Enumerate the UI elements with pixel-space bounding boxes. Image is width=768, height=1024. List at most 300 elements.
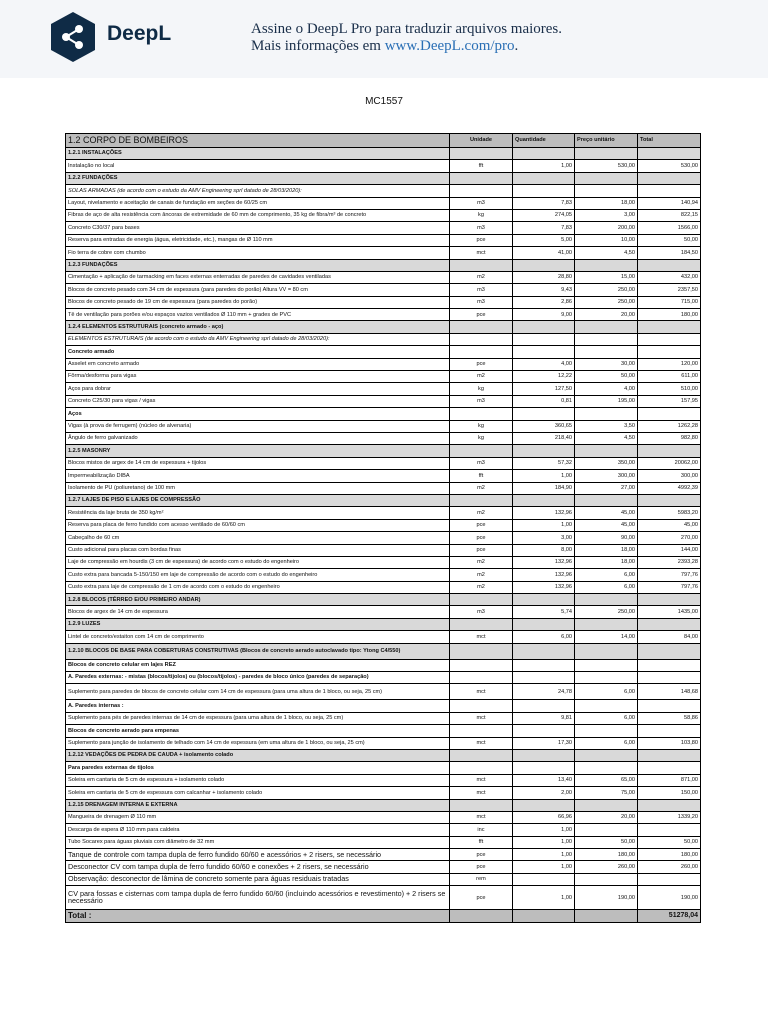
cell-unit: kg <box>450 420 513 432</box>
cell-unit <box>450 259 513 271</box>
cell-description: Blocos de concreto celular em lajes REZ <box>66 659 450 671</box>
cell-quantity: 2,86 <box>513 296 575 308</box>
table-row <box>66 659 701 671</box>
cell-quantity: 1,00 <box>513 836 575 848</box>
total-label: Total : <box>66 910 450 923</box>
cell-unit <box>450 321 513 333</box>
table-row <box>66 643 701 659</box>
cell-unit-price: 50,00 <box>575 836 638 848</box>
cell-unit: mct <box>450 737 513 749</box>
cell-description: ELEMENTOS ESTRUTURAIS (de acordo com o estudo da AMV Engineering sprl datado de 28/03/2020): <box>66 333 450 345</box>
cell-quantity <box>513 148 575 160</box>
promo-line-2: Mais informações em www.DeepL.com/pro. <box>251 38 519 54</box>
cell-description: 1.2.10 BLOCOS DE BASE PARA COBERTURAS CONSTRUTIVAS (Blocos de concreto aerado autoclavado tipo: Ytong C4/550) <box>66 643 450 659</box>
table-row <box>66 395 701 407</box>
cell-unit-price: 3,50 <box>575 420 638 432</box>
table-row <box>66 259 701 271</box>
cell-quantity: 57,32 <box>513 457 575 469</box>
cell-total: 982,80 <box>638 432 701 444</box>
table-row <box>66 544 701 556</box>
table-row <box>66 712 701 724</box>
cell-quantity: 9,00 <box>513 309 575 321</box>
cell-unit-price: 200,00 <box>575 222 638 234</box>
cell-unit-price <box>575 259 638 271</box>
cell-total <box>638 172 701 184</box>
cell-description: Tubo Socarex para águas pluviais com diâmetro de 32 mm <box>66 836 450 848</box>
cell-unit: inc <box>450 824 513 836</box>
cell-unit-price: 75,00 <box>575 787 638 799</box>
table-row <box>66 247 701 259</box>
cell-unit-price <box>575 408 638 420</box>
cell-quantity <box>513 618 575 630</box>
cell-description: Asselet em concreto armado <box>66 358 450 370</box>
cell-unit-price: 18,00 <box>575 544 638 556</box>
cell-unit: pce <box>450 358 513 370</box>
cell-unit <box>450 725 513 737</box>
table-row <box>66 333 701 345</box>
cell-description: SOLAS ARMADAS (de acordo com o estudo da AMV Engineering sprl datado de 28/03/2020): <box>66 185 450 197</box>
cell-unit <box>450 148 513 160</box>
cell-unit-price <box>575 799 638 811</box>
cell-quantity: 132,96 <box>513 507 575 519</box>
cell-quantity: 132,96 <box>513 556 575 568</box>
cell-quantity: 1,00 <box>513 824 575 836</box>
cell-total <box>638 824 701 836</box>
cell-quantity <box>513 749 575 761</box>
cell-total: 184,50 <box>638 247 701 259</box>
table-row <box>66 296 701 308</box>
cell-description: Cimentação + aplicação de tarmacking em faces externas enterradas de paredes de cavidades ventiladas <box>66 271 450 283</box>
table-row <box>66 774 701 786</box>
cell-description: Blocos de concreto pesado de 19 cm de espessura (para paredes do porão) <box>66 296 450 308</box>
cell-total: 84,00 <box>638 631 701 643</box>
cell-description: Descarga de espera Ø 110 mm para caldeira <box>66 824 450 836</box>
table-row <box>66 445 701 457</box>
table-row <box>66 371 701 383</box>
deepl-banner <box>0 0 768 78</box>
cell-quantity <box>513 659 575 671</box>
cell-total: 50,00 <box>638 836 701 848</box>
cell-total: 822,15 <box>638 209 701 221</box>
table-row <box>66 408 701 420</box>
cell-quantity: 184,90 <box>513 482 575 494</box>
cell-total: 4992,39 <box>638 482 701 494</box>
cell-unit <box>450 618 513 630</box>
cell-unit-price: 45,00 <box>575 507 638 519</box>
cell-quantity: 218,40 <box>513 432 575 444</box>
cell-total: 1435,00 <box>638 606 701 618</box>
cell-unit-price <box>575 618 638 630</box>
cell-quantity <box>513 494 575 506</box>
cell-description: 1.2.15 DRENAGEM INTERNA E EXTERNA <box>66 799 450 811</box>
table-row <box>66 358 701 370</box>
cell-description: Aços para dobrar <box>66 383 450 395</box>
cell-total: 2393,28 <box>638 556 701 568</box>
cell-description: Tê de ventilação para porões e/ou espaços vazios ventilados Ø 110 mm + grades de PVC <box>66 309 450 321</box>
cell-unit: pce <box>450 886 513 910</box>
cell-unit: m3 <box>450 197 513 209</box>
cell-description: Soleira em cantaria de 5 cm de espessura com calcanhar + isolamento colado <box>66 787 450 799</box>
cell-quantity <box>513 408 575 420</box>
cell-quantity <box>513 185 575 197</box>
cell-total <box>638 659 701 671</box>
cell-unit-price <box>575 749 638 761</box>
cell-total <box>638 725 701 737</box>
cell-unit: m3 <box>450 296 513 308</box>
cell-description: Laje de compressão em hourdis (3 cm de espessura) de acordo com o estudo do engenheiro <box>66 556 450 568</box>
cell-total <box>638 408 701 420</box>
cell-total: 611,00 <box>638 371 701 383</box>
table-row <box>66 519 701 531</box>
cell-total <box>638 346 701 358</box>
cell-quantity: 41,00 <box>513 247 575 259</box>
deepl-pro-link[interactable]: www.DeepL.com/pro <box>384 38 515 54</box>
cell-description: Suplemento para paredes de blocos de concreto celular com 14 cm de espessura (para uma altura de 1 bloco, ou seja, 25 cm) <box>66 684 450 700</box>
cell-unit-price: 27,00 <box>575 482 638 494</box>
cell-unit-price <box>575 185 638 197</box>
cell-quantity: 1,00 <box>513 861 575 873</box>
cell-unit <box>450 172 513 184</box>
cell-quantity <box>513 594 575 606</box>
table-title-row <box>66 134 701 148</box>
table-row <box>66 284 701 296</box>
cell-unit-price <box>575 346 638 358</box>
cell-quantity: 127,50 <box>513 383 575 395</box>
document-id: MC1557 <box>365 96 403 107</box>
deepl-brand-name: DeepL <box>107 22 172 45</box>
cell-quantity: 132,96 <box>513 581 575 593</box>
table-row <box>66 836 701 848</box>
cell-unit <box>450 445 513 457</box>
cell-description: CV para fossas e cisternas com tampa dupla de ferro fundido 60/60 (incluindo acessórios e revestimento) + 2 risers se necessário <box>66 886 450 910</box>
cell-unit-price: 4,50 <box>575 432 638 444</box>
cell-unit: mct <box>450 811 513 823</box>
cell-unit-price <box>575 725 638 737</box>
cell-unit <box>450 643 513 659</box>
cell-unit-price: 6,00 <box>575 569 638 581</box>
cell-quantity: 9,81 <box>513 712 575 724</box>
table-row <box>66 321 701 333</box>
cell-unit-price <box>575 873 638 885</box>
cell-unit: kg <box>450 432 513 444</box>
cell-unit-price <box>575 172 638 184</box>
table-row <box>66 569 701 581</box>
cell-total <box>638 799 701 811</box>
cell-description: 1.2.7 LAJES DE PISO E LAJES DE COMPRESSÃO <box>66 494 450 506</box>
table-row <box>66 725 701 737</box>
cell-description: Para paredes externas de tijolos <box>66 762 450 774</box>
cell-unit: m3 <box>450 606 513 618</box>
cell-quantity <box>513 259 575 271</box>
cell-unit-price <box>575 321 638 333</box>
cell-unit: pce <box>450 544 513 556</box>
table-row <box>66 684 701 700</box>
cell-description: Blocos mistos de argex de 14 cm de espessura + tijolos <box>66 457 450 469</box>
table-row <box>66 873 701 885</box>
cell-description: Custo extra para laje de compressão de 1 cm de acordo com o estudo do engenheiro <box>66 581 450 593</box>
cell-description: 1.2.2 FUNDAÇÕES <box>66 172 450 184</box>
header-total: Total <box>638 134 701 148</box>
cell-total <box>638 594 701 606</box>
cell-description: Fibras de aço de alta resistência com âncoras de extremidade de 60 mm de comprimento, 35 kg de fibra/m³ de concreto <box>66 209 450 221</box>
cell-description: Fôrma/desforma para vigas <box>66 371 450 383</box>
cell-unit-price: 14,00 <box>575 631 638 643</box>
cell-description: Reserva para entradas de energia (água, eletricidade, etc.), mangas de Ø 110 mm <box>66 234 450 246</box>
cell-description: 1.2.8 BLOCOS (TÉRREO E/OU PRIMEIRO ANDAR) <box>66 594 450 606</box>
cell-total: 715,00 <box>638 296 701 308</box>
cell-unit: m3 <box>450 222 513 234</box>
cell-unit: kg <box>450 209 513 221</box>
cell-total: 1566,00 <box>638 222 701 234</box>
cell-total <box>638 333 701 345</box>
table-row <box>66 185 701 197</box>
cell-unit: m3 <box>450 457 513 469</box>
cell-unit-price <box>575 445 638 457</box>
cell-unit: mct <box>450 774 513 786</box>
cell-unit: m2 <box>450 482 513 494</box>
cell-total: 180,00 <box>638 849 701 861</box>
promo-line-1: Assine o DeepL Pro para traduzir arquivos maiores. <box>251 21 563 37</box>
cell-unit: mct <box>450 631 513 643</box>
cell-total: 871,00 <box>638 774 701 786</box>
cell-unit: m2 <box>450 569 513 581</box>
cell-description: Vigas (à prova de ferrugem) (núcleo de alvenaria) <box>66 420 450 432</box>
cell-unit: m3 <box>450 395 513 407</box>
cell-quantity: 2,00 <box>513 787 575 799</box>
cell-total <box>638 148 701 160</box>
cell-description: 1.2.4 ELEMENTOS ESTRUTURAIS (concreto armado - aço) <box>66 321 450 333</box>
cell-total <box>638 321 701 333</box>
cell-description: Isolamento de PU (poliuretano) de 100 mm <box>66 482 450 494</box>
cell-unit-price: 260,00 <box>575 861 638 873</box>
cell-unit <box>450 185 513 197</box>
cell-total <box>638 185 701 197</box>
header-quantidade: Quantidade <box>513 134 575 148</box>
cell-unit-price: 250,00 <box>575 296 638 308</box>
cell-quantity: 132,96 <box>513 569 575 581</box>
cell-total: 5983,20 <box>638 507 701 519</box>
cell-unit: m2 <box>450 507 513 519</box>
cell-total: 103,80 <box>638 737 701 749</box>
cell-unit-price: 30,00 <box>575 358 638 370</box>
cell-unit: pce <box>450 519 513 531</box>
cell-total: 2357,50 <box>638 284 701 296</box>
cell-unit: m2 <box>450 271 513 283</box>
cell-unit-price: 190,00 <box>575 886 638 910</box>
cell-quantity <box>513 762 575 774</box>
cell-unit: m2 <box>450 371 513 383</box>
table-row <box>66 346 701 358</box>
cell-unit-price: 18,00 <box>575 197 638 209</box>
cell-total: 1262,28 <box>638 420 701 432</box>
cell-unit-price <box>575 700 638 712</box>
cell-description: Custo adicional para placas com bordas finas <box>66 544 450 556</box>
cell-total <box>638 672 701 684</box>
cell-total <box>638 873 701 885</box>
cell-quantity: 5,74 <box>513 606 575 618</box>
table-row <box>66 749 701 761</box>
cell-description: 1.2.1 INSTALAÇÕES <box>66 148 450 160</box>
table-row <box>66 420 701 432</box>
cell-unit-price: 300,00 <box>575 470 638 482</box>
total-value: 51278,04 <box>638 910 701 923</box>
cell-quantity: 8,00 <box>513 544 575 556</box>
cell-unit-price: 20,00 <box>575 811 638 823</box>
cell-description: Concreto C25/30 para vigas / vigas <box>66 395 450 407</box>
table-row <box>66 824 701 836</box>
cell-description: Mangueira de drenagem Ø 110 mm <box>66 811 450 823</box>
cell-unit-price: 6,00 <box>575 581 638 593</box>
cell-unit-price: 180,00 <box>575 849 638 861</box>
table-row <box>66 197 701 209</box>
cell-unit-price <box>575 333 638 345</box>
cell-description: Layout, nivelamento e aceitação de canais de fundação em seções de 60/25 cm <box>66 197 450 209</box>
cell-total: 50,00 <box>638 234 701 246</box>
budget-table-container <box>65 133 700 923</box>
cell-description: Blocos de concreto aerado para empenas <box>66 725 450 737</box>
table-row <box>66 209 701 221</box>
cell-total <box>638 700 701 712</box>
cell-description: Tanque de controle com tampa dupla de ferro fundido 60/60 e acessórios + 2 risers, se necessário <box>66 849 450 861</box>
table-row <box>66 762 701 774</box>
cell-total: 432,00 <box>638 271 701 283</box>
cell-description: Lintel de concreto/estaiton com 14 cm de comprimento <box>66 631 450 643</box>
cell-unit-price <box>575 148 638 160</box>
table-row <box>66 148 701 160</box>
deepl-logo-icon[interactable] <box>48 10 98 64</box>
table-title: 1.2 CORPO DE BOMBEIROS <box>66 134 450 148</box>
cell-quantity: 6,00 <box>513 631 575 643</box>
cell-quantity: 274,05 <box>513 209 575 221</box>
cell-unit: pce <box>450 532 513 544</box>
cell-unit: mct <box>450 712 513 724</box>
cell-quantity <box>513 799 575 811</box>
cell-total: 144,00 <box>638 544 701 556</box>
table-row <box>66 606 701 618</box>
cell-unit <box>450 408 513 420</box>
cell-quantity <box>513 672 575 684</box>
cell-description: Blocos de concreto pesado com 34 cm de espessura (para paredes do porão) Altura VV = 80 cm <box>66 284 450 296</box>
cell-total: 797,76 <box>638 581 701 593</box>
cell-quantity: 9,43 <box>513 284 575 296</box>
cell-quantity <box>513 346 575 358</box>
table-row <box>66 618 701 630</box>
table-row <box>66 383 701 395</box>
cell-total: 1339,20 <box>638 811 701 823</box>
cell-description: Suplemento para pés de paredes internas de 14 cm de espessura (para uma altura de 1 bloco, ou seja, 25 cm) <box>66 712 450 724</box>
cell-unit: pce <box>450 309 513 321</box>
cell-description: 1.2.12 VEDAÇÕES DE PEDRA DE CAUDA + isolamento colado <box>66 749 450 761</box>
cell-unit <box>450 762 513 774</box>
table-row <box>66 494 701 506</box>
cell-unit <box>450 700 513 712</box>
table-row <box>66 886 701 910</box>
cell-unit-price: 10,00 <box>575 234 638 246</box>
cell-total <box>638 762 701 774</box>
cell-quantity: 1,00 <box>513 470 575 482</box>
cell-unit-price: 6,00 <box>575 684 638 700</box>
cell-total: 300,00 <box>638 470 701 482</box>
cell-unit-price <box>575 824 638 836</box>
cell-description: 1.2.3 FUNDAÇÕES <box>66 259 450 271</box>
cell-unit-price <box>575 672 638 684</box>
cell-unit-price: 90,00 <box>575 532 638 544</box>
cell-total <box>638 445 701 457</box>
cell-total: 150,00 <box>638 787 701 799</box>
cell-quantity: 1,00 <box>513 849 575 861</box>
cell-quantity <box>513 172 575 184</box>
table-row <box>66 470 701 482</box>
table-row <box>66 594 701 606</box>
cell-unit-price: 45,00 <box>575 519 638 531</box>
cell-total: 260,00 <box>638 861 701 873</box>
cell-description: Impermeabilização DIBA <box>66 470 450 482</box>
cell-quantity <box>513 725 575 737</box>
cell-total: 180,00 <box>638 309 701 321</box>
cell-description: Cabeçalho de 60 cm <box>66 532 450 544</box>
cell-quantity <box>513 445 575 457</box>
table-row <box>66 631 701 643</box>
cell-unit: mct <box>450 247 513 259</box>
table-row <box>66 811 701 823</box>
cell-unit: fft <box>450 836 513 848</box>
table-row <box>66 849 701 861</box>
cell-unit <box>450 749 513 761</box>
cell-total: 140,94 <box>638 197 701 209</box>
table-row <box>66 861 701 873</box>
cell-unit-price <box>575 594 638 606</box>
cell-description: Instalação no local <box>66 160 450 172</box>
cell-description: Resistência da laje bruta de 350 kg/m² <box>66 507 450 519</box>
table-total-row <box>66 910 701 923</box>
cell-total <box>638 643 701 659</box>
budget-table <box>65 133 701 923</box>
cell-quantity: 1,00 <box>513 519 575 531</box>
cell-unit-price: 6,00 <box>575 712 638 724</box>
cell-quantity <box>513 333 575 345</box>
table-row <box>66 672 701 684</box>
cell-quantity: 0,81 <box>513 395 575 407</box>
table-row <box>66 482 701 494</box>
cell-total: 148,68 <box>638 684 701 700</box>
cell-total <box>638 749 701 761</box>
cell-unit: pce <box>450 861 513 873</box>
header-preco-unitario: Preço unitário <box>575 134 638 148</box>
cell-unit-price: 6,00 <box>575 737 638 749</box>
cell-unit: kg <box>450 383 513 395</box>
cell-total: 530,00 <box>638 160 701 172</box>
table-row <box>66 432 701 444</box>
cell-total: 797,76 <box>638 569 701 581</box>
cell-description: Fio terra de cobre com chumbo <box>66 247 450 259</box>
cell-total: 20062,00 <box>638 457 701 469</box>
cell-unit-price <box>575 659 638 671</box>
header-unidade: Unidade <box>450 134 513 148</box>
cell-description: Concreto armado <box>66 346 450 358</box>
cell-unit-price: 4,00 <box>575 383 638 395</box>
cell-quantity: 7,83 <box>513 197 575 209</box>
cell-unit <box>450 333 513 345</box>
table-row <box>66 507 701 519</box>
cell-unit-price: 530,00 <box>575 160 638 172</box>
cell-quantity: 13,40 <box>513 774 575 786</box>
cell-quantity: 5,00 <box>513 234 575 246</box>
cell-unit: mct <box>450 787 513 799</box>
table-row <box>66 532 701 544</box>
cell-unit-price: 50,00 <box>575 371 638 383</box>
cell-total: 270,00 <box>638 532 701 544</box>
deepl-promo-text <box>251 21 562 55</box>
